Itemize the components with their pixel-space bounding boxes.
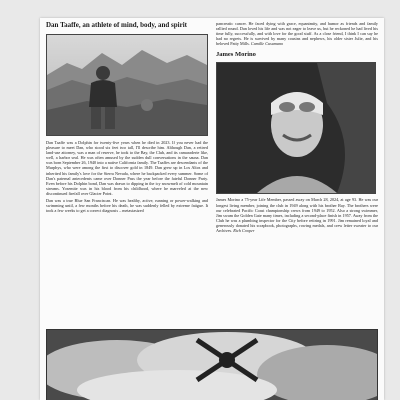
signature: Camille Cusumano bbox=[250, 41, 284, 47]
continued-text: pancreatic cancer. He faced dying with grace, equanimity, and humor as friends and family rallied round. Dan loved his life and was not eager to leave us, but he reckoned he had lived his time fully, successfully, and with love for the good stuff. As a close friend, I think I can say he had no regrets. He is survived by many cousins and nephews, his older sister Julie, and his beloved Patty Mills. bbox=[216, 21, 378, 47]
dan-taaffe-body bbox=[46, 140, 208, 213]
paragraph: Dan was a true Blue San Franciscan. He was healthy, active, running or power-walking and swimming until, a few months before his death, he was suddenly felled by extreme fatigue. It took a few weeks to get a correct diagnosis – metastasized bbox=[46, 198, 208, 214]
signature: Rich Cooper bbox=[233, 228, 255, 234]
james-morino-photo bbox=[216, 62, 376, 194]
article-title-james-morino: James Morino bbox=[216, 51, 256, 59]
mountain-scene-image bbox=[47, 35, 207, 135]
dan-taaffe-photo bbox=[46, 34, 208, 136]
left-column bbox=[46, 18, 208, 215]
right-column bbox=[216, 18, 378, 235]
bottom-photo bbox=[46, 329, 378, 400]
swimmer-portrait-image bbox=[217, 63, 375, 193]
article-title-dan-taaffe: Dan Taaffe, an athlete of mind, body, and spirit bbox=[46, 21, 187, 29]
paragraph: Dan Taaffe was a Dolphin for twenty-five years when he died in 2023. If you never had the pleasure to meet Dan, who stood six feet two tall, I'll describe him. Although Dan, a retired land-use attorney, was a man of reserve, he took to the Bay, the Club, and its camaraderie like, well, a harbor seal. He was often amused by the sudden dull conversations in the sauna. Dan was born September 26, 1940 into a native California family. The Taaffes are descendants of the Murphys, who were among the first to discover gold in 1849. Dan grew up in Los Altos and inherited his family's love for the Sierra Nevada, where he backpacked every summer. Some of Dan's paternal antecedents came over Donner Pass the year before the fateful Donner Party. Even before his Dolphin bond, Dan was drawn to dipping in the icy snowmelt of cold mountain streams. Yosemite was in his blood from his childhood, where he marveled at the new discontinued firefall over Glacier Point. bbox=[46, 140, 208, 196]
clouds-oars-image bbox=[47, 330, 377, 400]
james-morino-body bbox=[216, 197, 378, 233]
paragraph: James Morino a 75-year Life Member, passed away on March 28, 2024, at age 93. He was our longest living member, joining the club in 1949 along with his brother Ray. The brothers were our celebrated Pacific Coast championship crews from 1949 to 1952. Also a strong swimmer, Jim swam the Golden Gate many times, including a second-place finish in 1957. Away from the Club he was a plumbing inspector for the City before retiring in 1991. Jim remained loyal and generously donated his scrapbook, photographs, rowing medals, and crew letter sweater to our Archives. bbox=[216, 197, 378, 234]
newsletter-page bbox=[40, 18, 384, 400]
dan-taaffe-continued bbox=[216, 21, 378, 46]
